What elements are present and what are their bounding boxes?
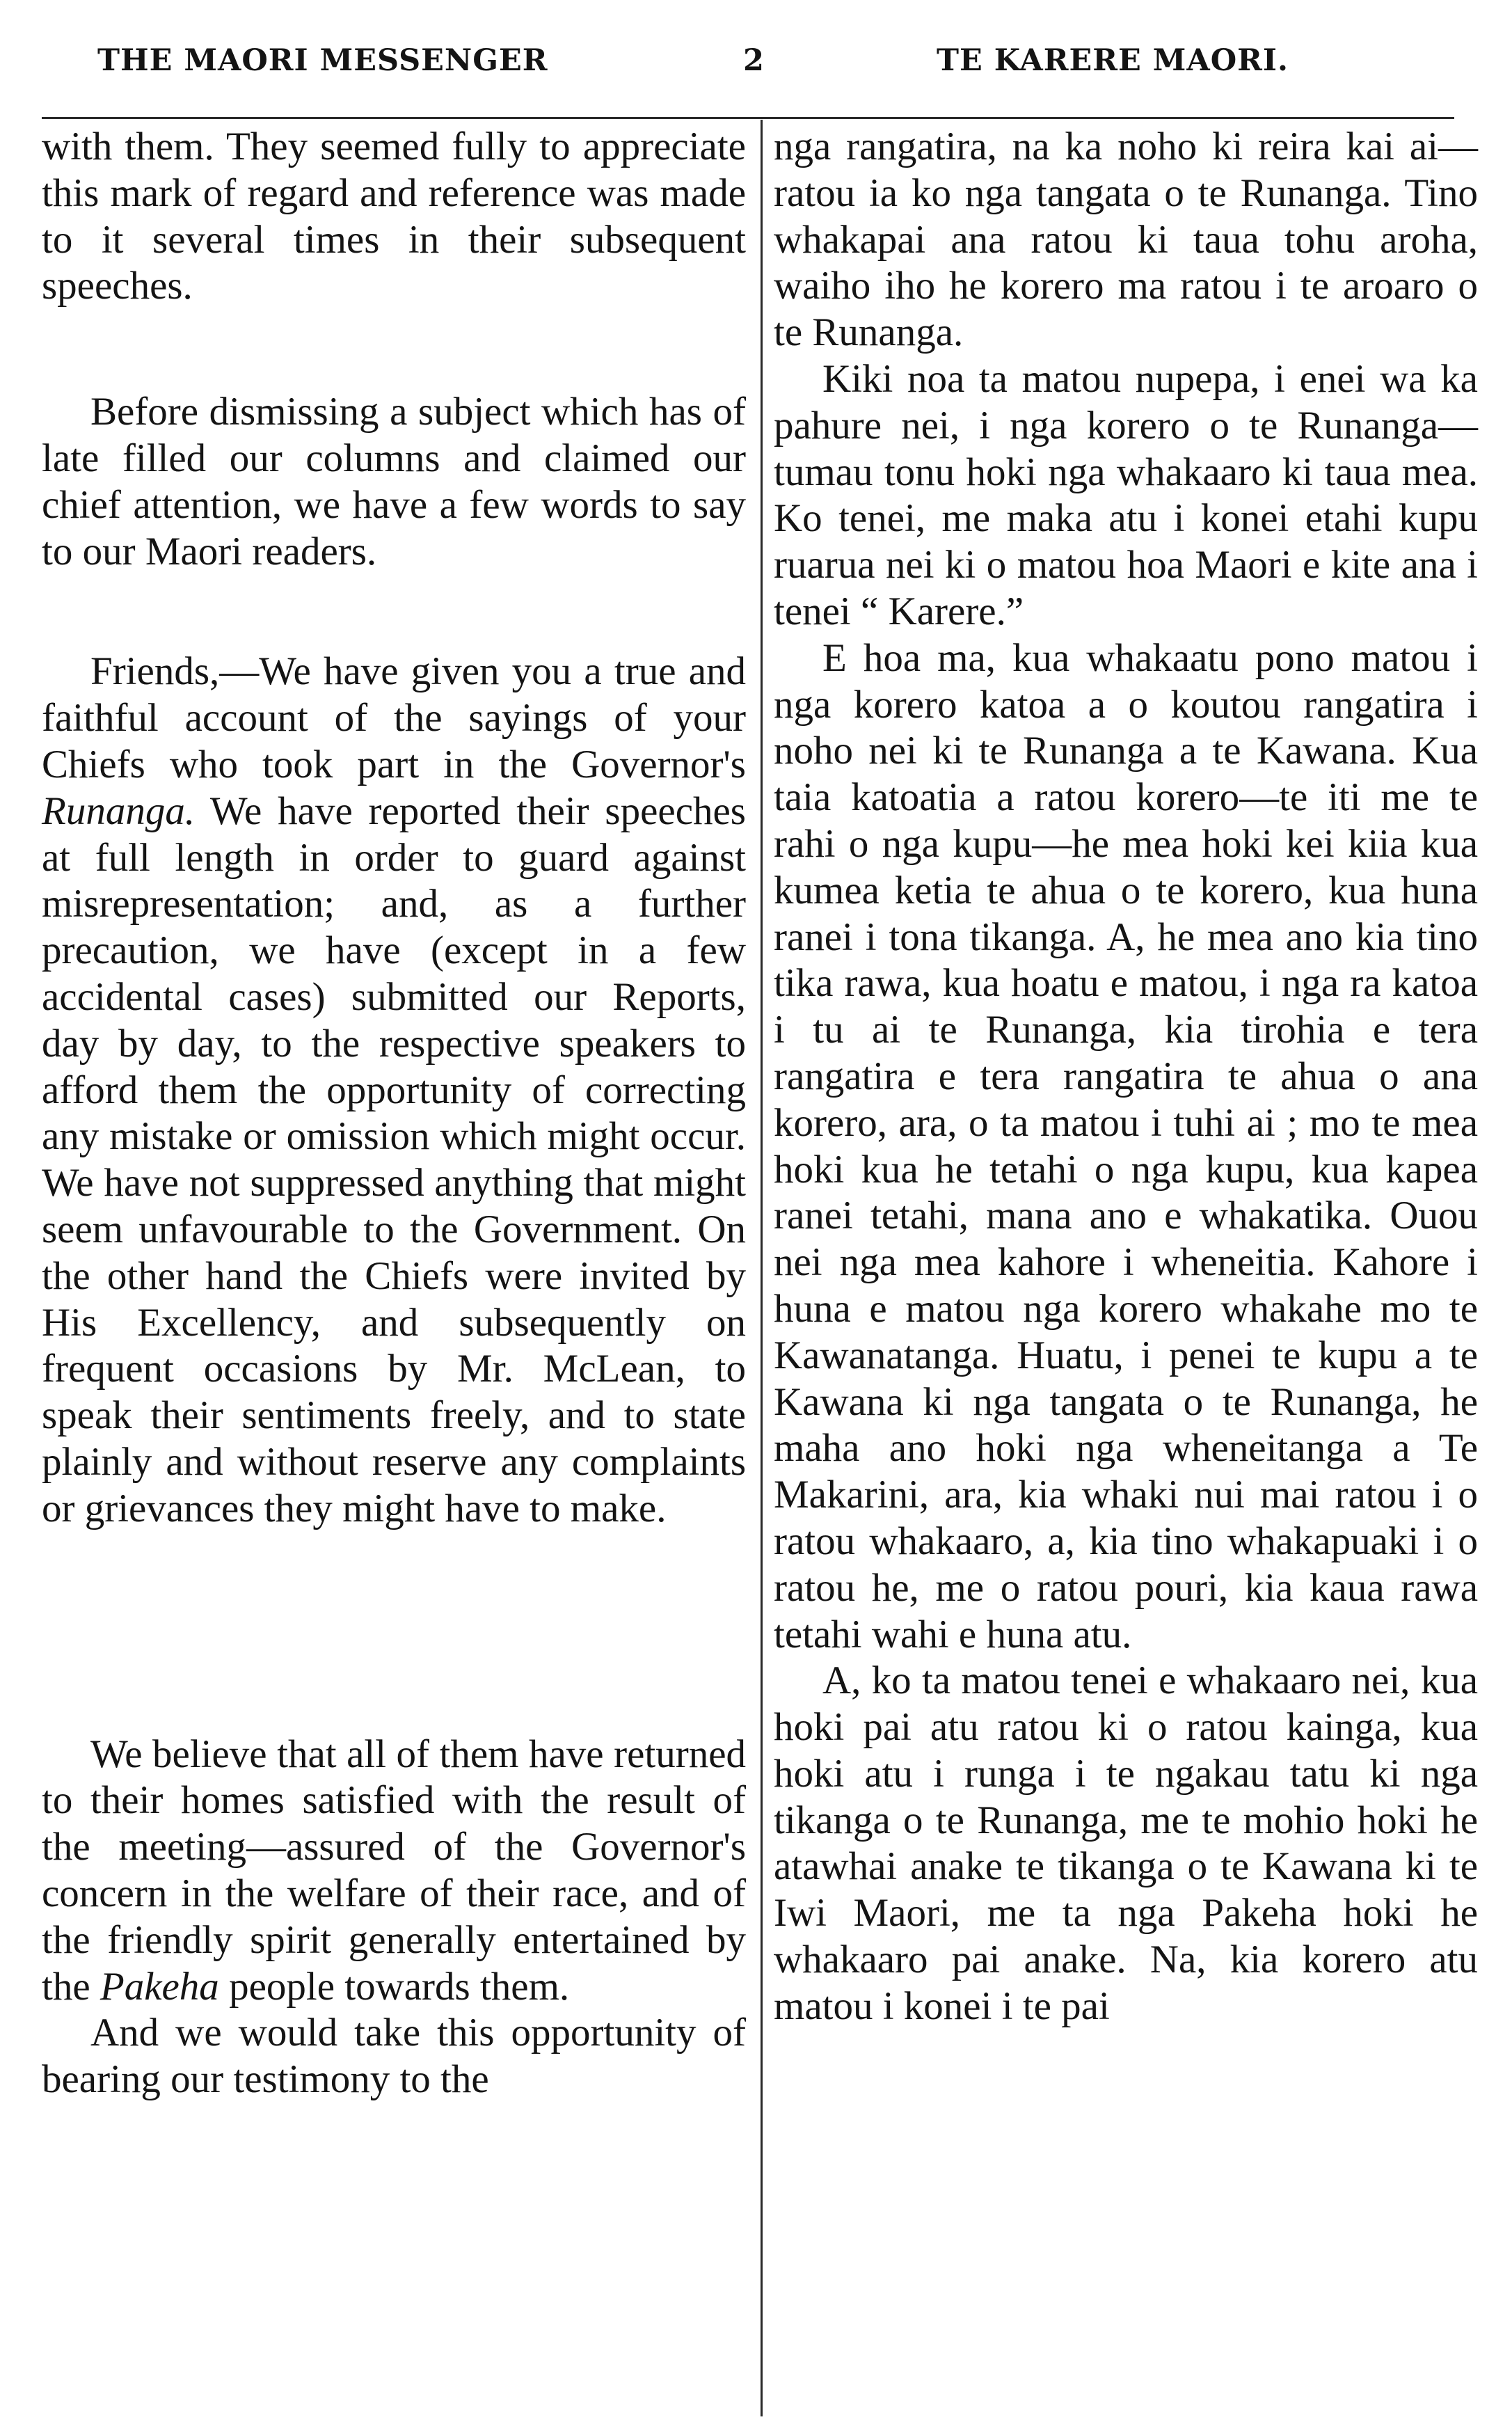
english-paragraph-3-text-b: We have reported their speeches at full length in order to guard against misrepresentation; and, as a further precaution, we have (except in a few accidental cases) submitted our Reports, day by day, to the respective speakers to afford them the opportunity of correcting any mistake or omission which might occur. We have not suppressed anything that might seem unfavourable to the Government. On the other hand the Chiefs were invited by His Excellency, and subsequently on frequent occasions by Mr. McLean, to speak their sentiments freely, and to state plainly and without reserve any complaints or grievances they might have to make.	[42, 789, 746, 1530]
column-divider	[761, 120, 763, 2416]
maori-paragraph-1: nga rangatira, na ka noho ki reira kai ai—ratou ia ko nga tangata o te Runanga. Tino whakapai ana ratou ki taua tohu aroha, waiho iho he korero ma ratou i te aroaro o te Runanga.	[774, 125, 1478, 355]
maori-paragraph-2: Kiki noa ta matou nupepa, i enei wa ka pahure nei, i nga korero o te Runanga—tumau tonu hoki nga whakaaro ki taua mea. Ko tenei, me maka atu i konei etahi kupu ruarua nei ki o matou hoa Maori e kite ana i tenei “ Karere.”	[774, 356, 1478, 633]
english-paragraph-3	[42, 649, 746, 1532]
english-paragraph-3-text-a: Friends,—We have given you a true and faithful account of the sayings of your Chiefs who took part in the Governor's	[42, 649, 746, 786]
english-masthead-title: THE MAORI MESSENGER	[97, 43, 548, 78]
maori-column	[774, 124, 1478, 2030]
english-paragraph-2: Before dismissing a subject which has of late filled our columns and claimed our chief attention, we have a few words to say to our Maori readers.	[42, 390, 746, 573]
page-header	[0, 0, 1512, 104]
maori-paragraph-3: E hoa ma, kua whakaatu pono matou i nga korero katoa a o koutou rangatira i noho nei ki te Runanga a te Kawana. Kua taia katoatia a ratou korero—te iti me te rahi o nga kupu—he mea hoki kei kiia kua kumea ketia te ahua o te korero, kua huna ranei i tona tikanga. A, he mea ano kia tino tika rawa, kua hoatu e matou, i nga ra katoa i tu ai te Runanga, kia tirohia e tera rangatira e tera rangatira te ahua o ana korero, ara, o ta matou i tuhi ai ; mo te mea hoki kua he tetahi o nga kupu, kua kapea ranei tetahi, mana ano e whakatika. Ouou nei nga mea kahore i wheneitia. Kahore i huna e matou nga korero whakahe mo te Kawanatanga. Huatu, i penei te kupu a te Kawana ki nga tangata o te Runanga, he maha ano hoki nga wheneitanga a Te Makarini, ara, kia whaki nui mai ratou i o ratou whakaaro, a, kia tino whakapuaki i o ratou he, me o ratou pouri, kia kaua rawa tetahi wahi e huna atu.	[774, 635, 1478, 1656]
english-paragraph-4-text-b: people towards them.	[218, 1964, 570, 2009]
english-paragraph-5: And we would take this opportunity of bearing our testimony to the	[42, 2011, 746, 2102]
pakeha-italic: Pakeha	[100, 1964, 219, 2009]
header-rule	[42, 117, 1454, 119]
page-number: 2	[743, 43, 765, 78]
maori-masthead-title: TE KARERE MAORI.	[937, 43, 1289, 78]
english-column	[42, 124, 746, 2103]
english-paragraph-4-text-a: We believe that all of them have returned to their homes satisfied with the result of the meeting—assured of the Governor's concern in the welfare of their race, and of the friendly spirit generally entertained by the	[42, 1732, 746, 2009]
english-paragraph-4	[42, 1732, 746, 2011]
runanga-italic: Runanga.	[42, 789, 196, 833]
english-paragraph-1: with them. They seemed fully to appreciate this mark of regard and reference was made to it several times in their subsequent speeches.	[42, 125, 746, 308]
maori-paragraph-4: A, ko ta matou tenei e whakaaro nei, kua hoki pai atu ratou ki o ratou kainga, kua hoki atu i runga i te ngakau tatu ki nga tikanga o te Runanga, me te mohio hoki he atawhai anake te tikanga o te Kawana ki te Iwi Maori, me ta nga Pakeha hoki he whakaaro pai anake. Na, kia korero atu matou i konei i te pai	[774, 1659, 1478, 2028]
